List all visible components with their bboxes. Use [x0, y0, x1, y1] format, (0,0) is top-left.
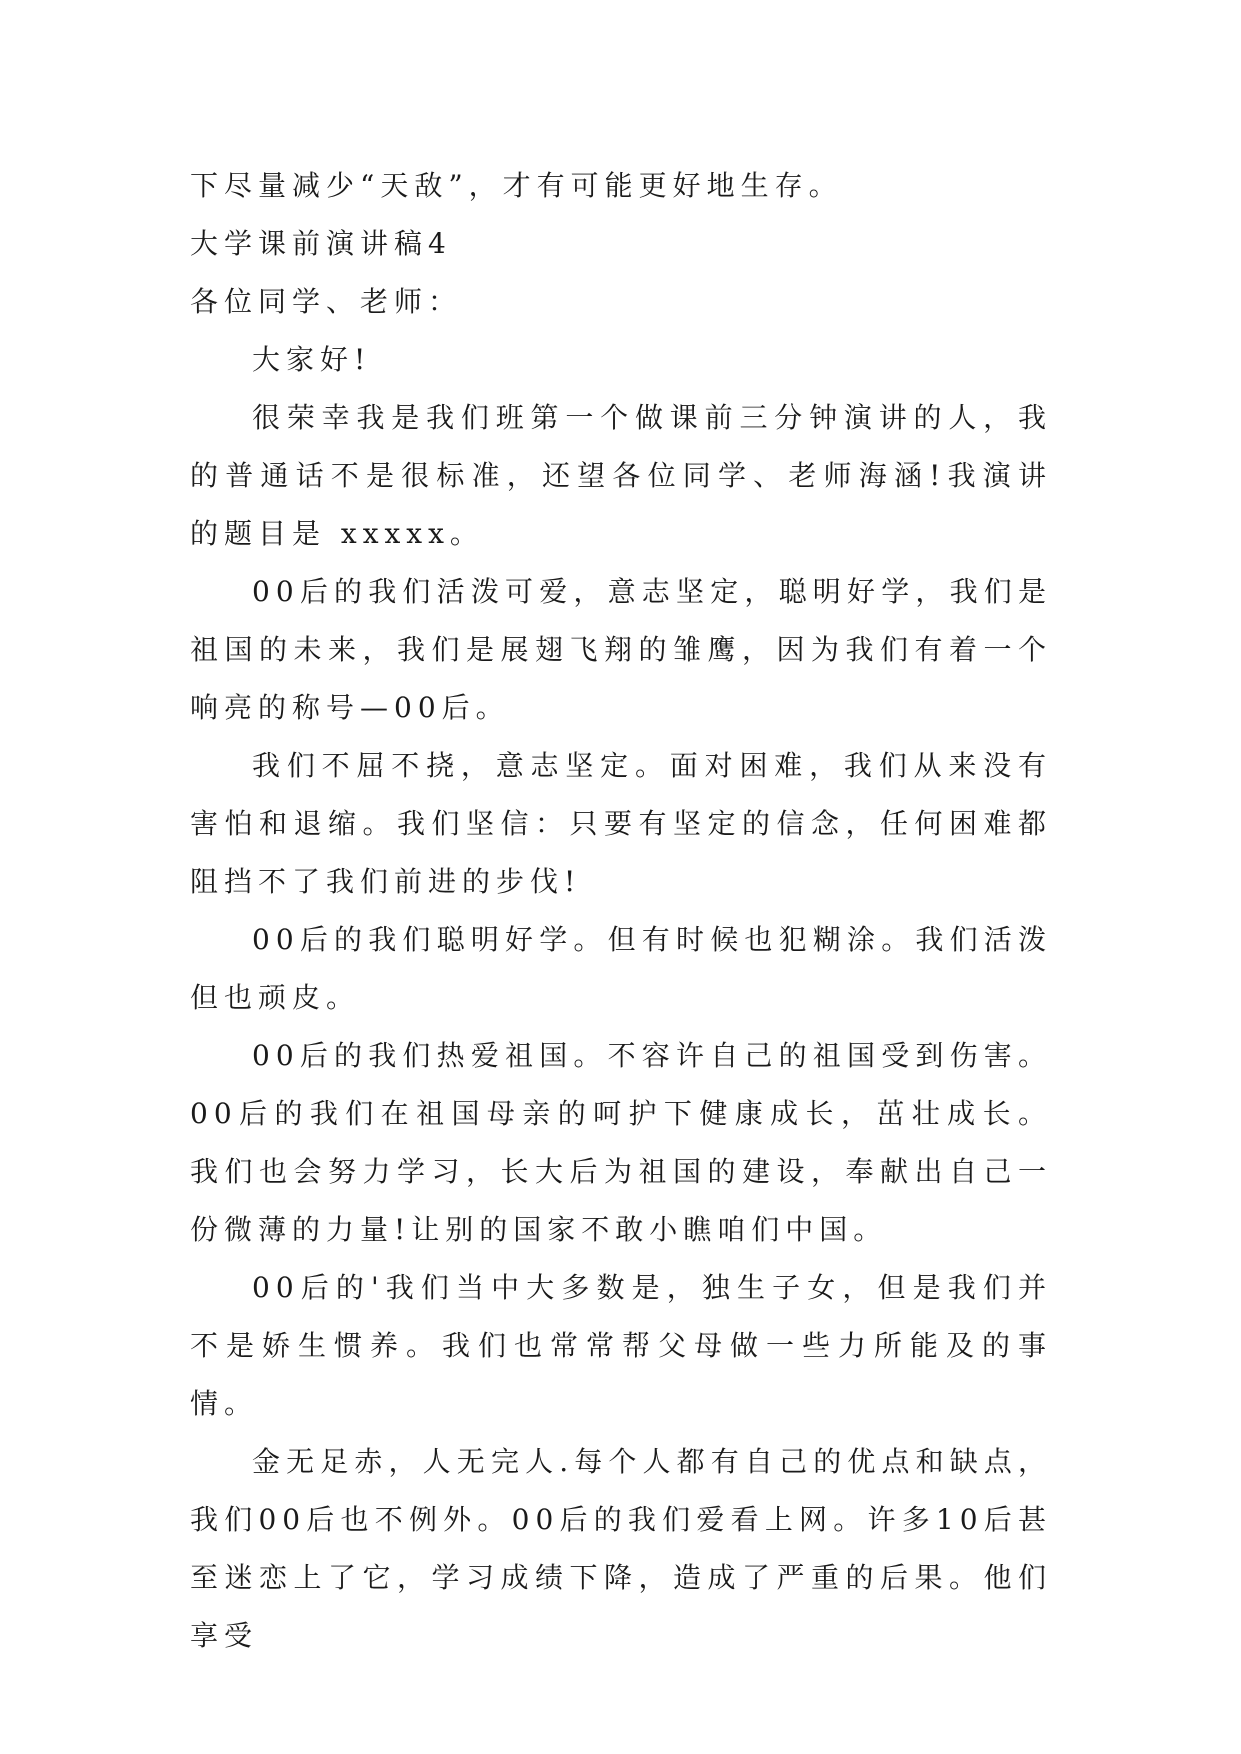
- paragraph-only-child: 00后的'我们当中大多数是，独生子女，但是我们并不是娇生惯养。我们也常常帮父母做一些力所能及的事情。: [190, 1271, 1052, 1420]
- paragraph-generation: 00后的我们活泼可爱，意志坚定，聪明好学，我们是祖国的未来，我们是展翅飞翔的雏鹰，因为我们有着一个响亮的称号—00后。: [190, 575, 1052, 724]
- paragraph-flaws: 金无足赤，人无完人.每个人都有自己的优点和缺点，我们00后也不例外。00后的我们爱看上网。许多10后甚至迷恋上了它，学习成绩下降，造成了严重的后果。他们享受: [190, 1445, 1052, 1652]
- paragraph-intro: 很荣幸我是我们班第一个做课前三分钟演讲的人，我的普通话不是很标准，还望各位同学、老师海涵!我演讲的题目是 xxxxx。: [190, 401, 1052, 550]
- paragraph-perseverance: 我们不屈不挠，意志坚定。面对困难，我们从来没有害怕和退缩。我们坚信：只要有坚定的信念，任何困难都阻挡不了我们前进的步伐!: [190, 749, 1052, 898]
- paragraph-smart: 00后的我们聪明好学。但有时候也犯糊涂。我们活泼但也顽皮。: [190, 923, 1052, 1014]
- paragraph-continuation: 下尽量减少“天敌”，才有可能更好地生存。: [190, 169, 843, 202]
- document-body: [190, 157, 1052, 1665]
- speech-title: 大学课前演讲稿4: [190, 227, 452, 260]
- greeting: 大家好!: [252, 343, 372, 376]
- paragraph-patriotism: 00后的我们热爱祖国。不容许自己的祖国受到伤害。00后的我们在祖国母亲的呵护下健康成长，茁壮成长。我们也会努力学习，长大后为祖国的建设，奉献出自己一份微薄的力量!让别的国家不敢小瞧咱们中国。: [190, 1039, 1052, 1246]
- salutation: 各位同学、老师：: [190, 285, 463, 318]
